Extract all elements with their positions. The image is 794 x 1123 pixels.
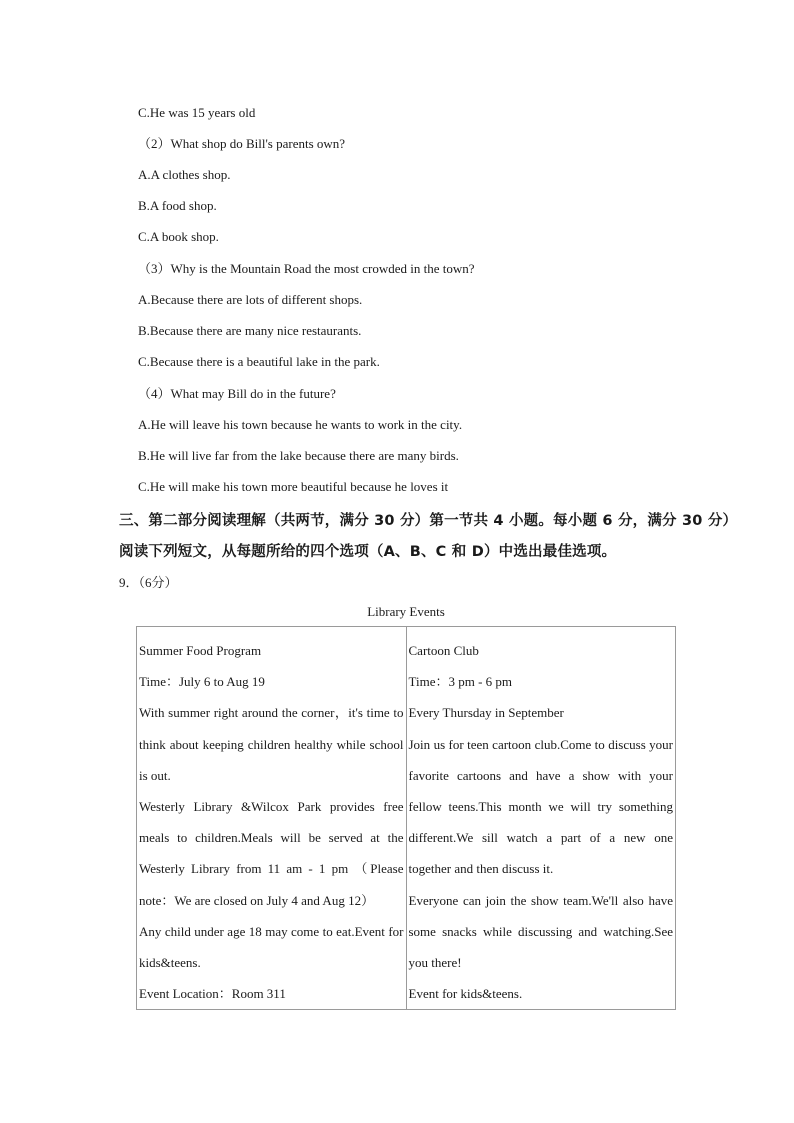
summer-program-meals: Westerly Library &Wilcox Park provides free meals to children.Meals will be served at the Westerly Library from 11 am - 1 pm （Please note：We are closed on July 4 and Aug 12） [139,799,404,908]
question-4-option-a: A.He will leave his town because he wants to work in the city. [138,417,463,432]
cartoon-club-time: Time：3 pm - 6 pm [408,674,513,690]
question-4-stem: （4）What may Bill do in the future? [138,386,336,401]
summer-program-location: Event Location：Room 311 [139,986,286,1002]
summer-program-time: Time：July 6 to Aug 19 [139,674,265,690]
summer-program-intro: With summer right around the corner，it's time to think about keeping children healthy while school is out. [139,705,404,783]
question-3-option-b: B.Because there are many nice restaurants. [138,323,362,338]
question-2-option-c: C.A book shop. [138,229,219,244]
question-3-option-c: C.Because there is a beautiful lake in the park. [138,354,380,369]
section-heading: 三、第二部分阅读理解（共两节，满分 30 分）第一节共 4 小题。每小题 6 分，满分 30 分） [119,513,738,529]
table-caption: Library Events [367,604,445,619]
question-2-option-a: A.A clothes shop. [138,167,231,182]
question-4-option-b: B.He will live far from the lake because there are many birds. [138,448,459,463]
cartoon-club-team: Everyone can join the show team.We'll also have some snacks while discussing and watching.See you there! [408,892,673,971]
summer-program-eligibility: Any child under age 18 may come to eat.Event for kids&teens. [139,923,404,971]
cartoon-club-title: Cartoon Club [408,643,479,658]
question-2-stem: （2）What shop do Bill's parents own? [138,136,346,151]
question-2-option-b: B.A food shop. [138,198,217,213]
question-4-option-c: C.He will make his town more beautiful because he loves it [138,479,449,494]
cartoon-club-description: Join us for teen cartoon club.Come to discuss your favorite cartoons and have a show with your fellow teens.This month we will try something different.We sill watch a part of a new one together and then discuss it. [408,736,673,877]
cartoon-club-audience: Event for kids&teens. [408,986,523,1002]
question-9-number: 9．（6分） [119,575,178,590]
library-events-table [136,626,676,1010]
section-instructions: 阅读下列短文，从每题所给的四个选项（A、B、C 和 D）中选出最佳选项。 [119,544,617,560]
cartoon-club-cell [406,627,676,1010]
cartoon-club-day: Every Thursday in September [408,705,564,721]
summer-food-program-cell [137,627,407,1010]
question-3-stem: （3）Why is the Mountain Road the most crowded in the town? [138,261,475,276]
question-3-option-a: A.Because there are lots of different shops. [138,292,363,307]
option-c-previous: C.He was 15 years old [138,105,256,120]
summer-program-title: Summer Food Program [139,643,262,658]
